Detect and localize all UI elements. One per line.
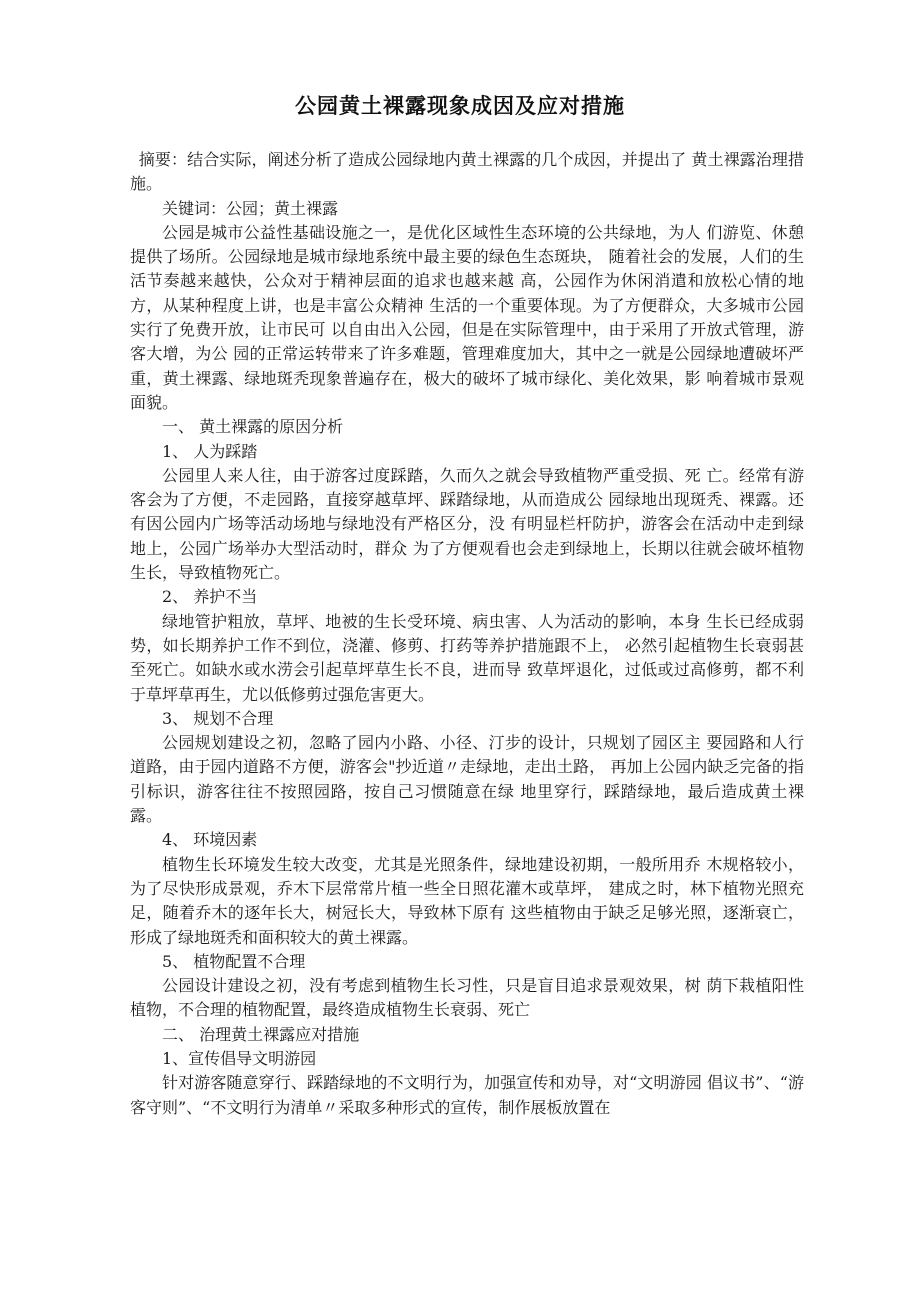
environment-paragraph: 植物生长环境发生较大改变，尤其是光照条件，绿地建设初期，一般所用乔 木规格较小，为了尽快形成景观，乔木下层常常片植一些全日照花灌木或草坪， 建成之时，林下植物光照充足，随着乔木的逐年长大，树冠长大，导致林下原有 这些植物由于缺乏足够光照，逐渐衰亡，形成了绿地斑秃和面积较大的黄土裸露。 <box>130 854 804 947</box>
subsection-heading-publicity: 1、宣传倡导文明游园 <box>162 1048 317 1068</box>
section-heading-measures: 二、 治理黄土裸露应对措施 <box>162 1024 360 1044</box>
section-heading-causes: 一、 黄土裸露的原因分析 <box>162 417 344 437</box>
maintenance-paragraph: 绿地管护粗放，草坪、地被的生长受环境、病虫害、人为活动的影响，本身 生长已经成弱势，如长期养护工作不到位，浇灌、修剪、打药等养护措施跟不上， 必然引起植物生长衰弱甚至死亡。如缺水或水涝会引起草坪草生长不良，进而导 致草坪退化，过低或过高修剪，都不利于草坪草再生，尤以低修剪过强危害更大。 <box>130 611 804 704</box>
publicity-paragraph: 针对游客随意穿行、踩踏绿地的不文明行为，加强宣传和劝导，对“文明游园 倡议书”、“游客守则”、“不文明行为清单〃采取多种形式的宣传，制作展板放置在 <box>130 1073 804 1117</box>
keywords-paragraph: 关键词：公园；黄土裸露 <box>162 198 339 218</box>
subsection-heading-maintenance: 2、 养护不当 <box>162 587 258 607</box>
subsection-heading-planning: 3、 规划不合理 <box>162 708 274 728</box>
intro-paragraph: 公园是城市公益性基础设施之一，是优化区域性生态环境的公共绿地，为人 们游览、休憩提供了场所。公园绿地是城市绿地系统中最主要的绿色生态斑块， 随着社会的发展，人们的生活节奏越来越快，公众对于精神层面的追求也越来越 高，公园作为休闲消遣和放松心情的地方，从某种程度上讲，也是丰富公众精神 生活的一个重要体现。为了方便群众，大多城市公园实行了免费开放，让市民可 以自由出入公园，但是在实际管理中，由于采用了开放式管理，游客大增，为公 园的正常运转带来了许多难题，管理难度加大，其中之一就是公园绿地遭破坏严 重，黄土裸露、绿地斑秃现象普遍存在，极大的破坏了城市绿化、美化效果，影 响着城市景观面貌。 <box>130 222 804 412</box>
subsection-heading-environment: 4、 环境因素 <box>162 830 258 850</box>
plant-config-paragraph: 公园设计建设之初，没有考虑到植物生长习性，只是盲目追求景观效果，树 荫下栽植阳性植物，不合理的植物配置，最终造成植物生长衰弱、死亡 <box>130 976 804 1020</box>
trampling-paragraph: 公园里人来人往，由于游客过度踩踏，久而久之就会导致植物严重受损、死 亡。经常有游客会为了方便，不走园路，直接穿越草坪、踩踏绿地，从而造成公 园绿地出现斑秃、裸露。还有因公园内广场等活动场地与绿地没有严格区分，没 有明显栏杆防护，游客会在活动中走到绿地上，公园广场举办大型活动时，群众 为了方便观看也会走到绿地上，长期以往就会破坏植物生长，导致植物死亡。 <box>130 465 804 583</box>
subsection-heading-plant-config: 5、 植物配置不合理 <box>162 951 306 971</box>
document-body <box>130 148 804 1120</box>
document-title: 公园黄土裸露现象成因及应对措施 <box>295 94 625 118</box>
abstract-paragraph: 摘要：结合实际，阐述分析了造成公园绿地内黄土裸露的几个成因，并提出了 黄土裸露治理措施。 <box>130 150 804 194</box>
subsection-heading-trampling: 1、 人为踩踏 <box>162 441 258 461</box>
planning-paragraph: 公园规划建设之初，忽略了园内小路、小径、汀步的设计，只规划了园区主 要园路和人行道路，由于园内道路不方便，游客会"抄近道〃走绿地，走出土路， 再加上公园内缺乏完备的指引标识，游客往往不按照园路，按自己习惯随意在绿 地里穿行，踩踏绿地，最后造成黄土裸露。 <box>130 733 804 826</box>
